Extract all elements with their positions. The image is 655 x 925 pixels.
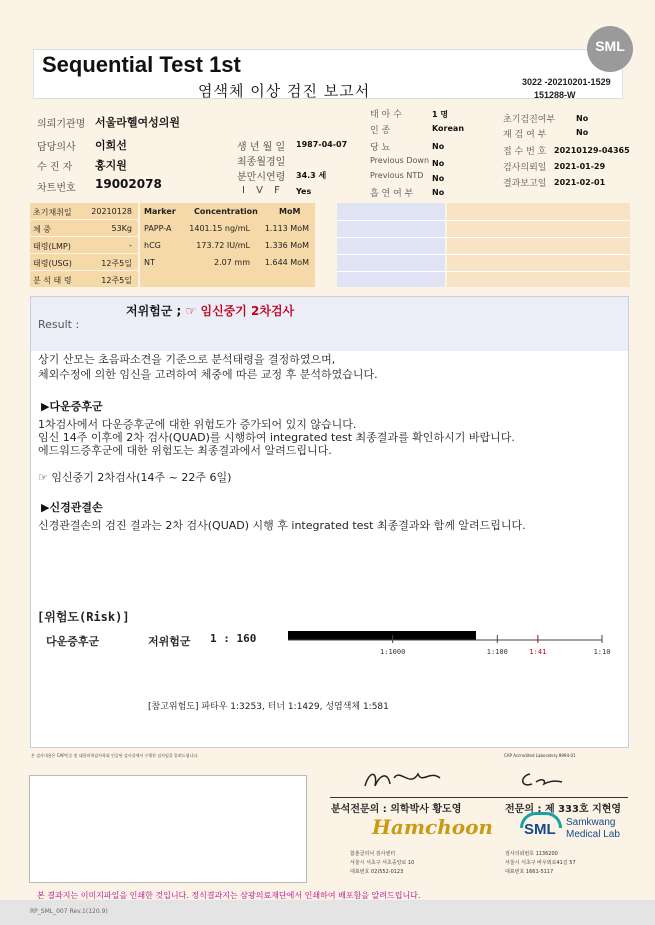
left-signer: 분석전문의 : 의학박사 황도영 [331,804,462,815]
marker-marker: PAPP-A [144,224,172,233]
cap-note-left: 본 검사내용은 CAP인증 및 대한의학검사학회 인증된 검사실에서 수행한 검사임을 알려드립니다. [31,753,199,758]
first-check-label: 초기검진여부 [503,115,556,125]
mom-header: MoM [279,207,301,216]
first-check-value: No [576,114,589,123]
retest-value: No [576,128,589,137]
left-sign-line [330,797,500,798]
result-summary [126,302,294,319]
ntd-line1: 신경관결손의 검진 결과는 2차 검사(QUAD) 시행 후 integrated test 최종결과와 함께 알려드립니다. [38,519,526,532]
fetus-label: 태 아 수 [370,110,402,120]
risk-tick-label: 1:100 [486,648,508,656]
age-value: 34.3 세 [296,171,327,180]
prev-down-value: No [432,159,445,168]
measure-value: 20210128 [91,207,132,216]
measure-value: 12주5일 [101,259,132,268]
prev-ntd-value: No [432,174,445,183]
race-value: Korean [432,124,465,133]
report-ref-line1: 3022 -20210201-1529 [522,77,611,87]
retest-label: 재 검 여 부 [503,130,547,140]
marker-header: Marker [144,207,176,216]
examinee-label: 수 진 자 [37,162,73,173]
dob-value: 1987-04-07 [296,140,348,149]
down-syndrome-heading: ▶다운증후군 [41,400,103,413]
institution-value: 서울라헬여성의원 [95,116,181,129]
marker-conc: 1401.15 ng/mL [189,224,250,233]
report-date-value: 2021-02-01 [554,178,606,187]
receipt-label: 접 수 번 호 [503,147,547,157]
reference-risk: [참고위험도] 파타우 1:3253, 터너 1:1429, 성염색체 1:581 [148,702,389,712]
race-label: 인 종 [370,126,391,136]
receipt-value: 20210129-04365 [554,146,630,155]
result-header [31,297,628,351]
report-date-label: 결과보고일 [503,179,547,189]
req-date-label: 검사의뢰일 [503,163,547,173]
diabetes-label: 당 뇨 [370,143,391,153]
risk-scale-chart [280,625,620,661]
risk-bar [288,631,476,640]
measure-label: 체 중 [33,225,51,234]
marker-conc: 2.07 mm [214,258,250,267]
risk-tick-label: 1:41 [529,648,547,656]
intro-line2: 체외수정에 의한 임신을 고려하여 체중에 따른 교정 후 분석하였습니다. [38,368,378,381]
sml-lab-logo-icon: SML [520,812,562,842]
risk-ratio: 1 : 160 [210,632,257,645]
risk-group-text: 저위험군 ; [126,304,182,318]
lmp-label: 최종월경일 [237,157,286,168]
measure-label: 분 석 태 령 [33,276,72,285]
marker-marker: NT [144,258,155,267]
down-line1: 1차검사에서 다운증후군에 대한 위험도가 증가되어 있지 않습니다. [38,418,357,431]
dob-label: 생 년 월 일 [237,142,286,153]
prev-ntd-label: Previous NTD [370,171,424,180]
result-label: Result : [38,318,80,331]
req-date-value: 2021-01-29 [554,162,606,171]
sml-logo-text: SML [595,38,625,54]
ivf-value: Yes [296,187,312,196]
risk-condition: 다운증후군 [46,635,100,648]
footer-version: RP_SML_007 Rev.1(120.9) [30,908,108,915]
right-signer: 전문의 : 제 333호 지현영 [505,804,622,815]
measurement-table [30,202,630,290]
samkwang-name: Samkwang Medical Lab [566,817,620,840]
risk-tick-label: 1:1000 [380,648,406,656]
measure-label: 태령(LMP) [33,242,71,251]
smoking-value: No [432,188,445,197]
marker-marker: hCG [144,241,161,250]
down-line3: 에드워드증후군에 대한 위험도는 최종결과에서 알려드립니다. [38,444,332,457]
chart-label: 차트번호 [37,183,76,194]
report-ref-line2: 151288-W [534,90,576,100]
chart-value: 19002078 [95,177,162,191]
marker-mom: 1.644 MoM [264,258,309,267]
footer-note: 본 결과지는 이미지파일을 인쇄한 것입니다. 정식결과지는 삼광의료재단에서 인쇄하여 배포함을 알려드립니다. [37,891,421,900]
right-address: 검사의뢰번호 1136200 서울시 서초구 바우뫼로41길 57 대표번호 1661-5117 [505,851,576,875]
down-line2: 임신 14주 이후에 2차 검사(QUAD)를 시행하여 integrated test 최종결과를 확인하시기 바랍니다. [38,431,515,444]
second-test-recommendation: ☞ 임신중기 2차검사 [185,304,295,318]
age-label: 분만시연령 [237,172,286,183]
fetus-value: 1 명 [432,110,449,119]
report-title: Sequential Test 1st [42,52,241,77]
doctor-signature-left [360,764,450,794]
measure-label: 초기채취일 [33,208,72,217]
measure-value: 12주5일 [101,276,132,285]
risk-group: 저위험군 [148,635,191,648]
risk-tick-label: 1:10 [593,648,611,656]
marker-conc: 173.72 IU/mL [196,241,250,250]
second-test-window: ☞ 임신중기 2차검사(14주 ~ 22주 6일) [38,471,232,484]
prev-down-label: Previous Down [370,156,430,165]
doctor-signature-right [518,768,568,792]
intro-line1: 상기 산모는 초음파소견을 기준으로 분석태령을 결정하였으며, [38,353,336,366]
ntd-heading: ▶신경관결손 [41,501,103,514]
diabetes-value: No [432,142,445,151]
measure-value: 53Kg [111,224,132,233]
memo-box [29,775,307,883]
right-sign-line [500,797,628,798]
hamchoon-logo: Hamchoon [372,815,493,839]
measure-label: 태령(USG) [33,259,72,268]
examinee-value: 홍지원 [95,159,127,172]
smoking-label: 흡 연 여 부 [370,189,414,199]
report-subtitle: 염색체 이상 검진 보고서 [198,82,371,100]
institution-label: 의뢰기관명 [37,119,86,130]
marker-mom: 1.113 MoM [264,224,309,233]
left-address: 함춘클리닉 검사센터 서울시 서초구 서초중앙로 10 대표번호 02)552-0123 [350,851,415,875]
marker-mom: 1.336 MoM [264,241,309,250]
measure-value: - [129,241,132,250]
risk-title: [위험도(Risk)] [37,610,130,624]
cap-note-right: CAP Accredited Laboratory 8994-01 [504,753,576,758]
doctor-label: 담당의사 [37,142,76,153]
concentration-header: Concentration [194,207,258,216]
doctor-value: 이희선 [95,139,127,152]
ivf-label: I V F [242,185,284,196]
